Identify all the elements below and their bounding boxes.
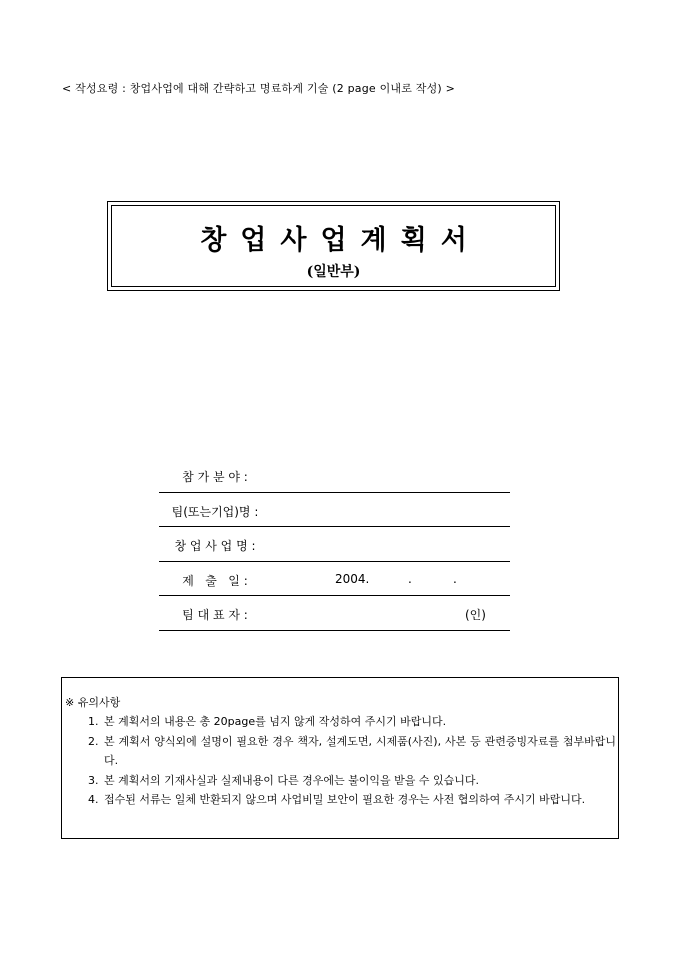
info-row-business <box>159 527 510 562</box>
notice-item-number: 1. <box>88 715 99 728</box>
notice-item-text: 본 계획서의 기재사실과 실제내용이 다른 경우에는 불이익을 받을 수 있습니다. <box>104 773 479 787</box>
notice-item <box>88 712 616 732</box>
notice-item-number: 3. <box>88 773 99 787</box>
representative-seal: (인) <box>465 608 486 622</box>
notice-list <box>88 712 616 810</box>
submission-year[interactable]: 2004. <box>335 571 370 586</box>
writing-guideline: < 작성요령 : 창업사업에 대해 간략하고 명료하게 기술 (2 page 이내로 작성) > <box>62 82 456 95</box>
business-name-label: 창 업 사 업 명 : <box>174 539 256 553</box>
info-row-team <box>159 493 510 528</box>
notice-item-text: 본 계획서의 내용은 총 20page를 넘지 않게 작성하여 주시기 바랍니다. <box>104 715 447 728</box>
document-subtitle: (일반부) <box>306 264 361 280</box>
info-row-field <box>159 458 510 493</box>
notice-item <box>88 732 616 771</box>
submission-date-label: 제 출 일 : <box>182 573 248 588</box>
notice-item <box>88 771 616 791</box>
representative-label: 팀 대 표 자 : <box>182 608 248 622</box>
notice-item-text: 본 계획서 양식외에 설명이 필요한 경우 책자, 설계도면, 시제품(사진), 사본 등 관련증빙자료를 첨부바랍니다. <box>104 734 616 767</box>
notice-title: ※ 유의사항 <box>65 696 121 709</box>
notice-item-number: 4. <box>88 793 99 806</box>
submission-day[interactable]: . <box>453 571 457 586</box>
team-label: 팀(또는기업)명 : <box>171 504 259 519</box>
submission-info-table <box>159 458 510 631</box>
document-title: 창업사업계획서 <box>200 225 481 256</box>
cover-title-inner-border <box>111 205 556 287</box>
notice-item-number: 2. <box>88 734 99 748</box>
submission-month[interactable]: . <box>408 571 412 586</box>
notice-box <box>61 677 619 839</box>
info-row-representative <box>159 596 510 631</box>
notice-item-text: 접수된 서류는 일체 반환되지 않으며 사업비밀 보안이 필요한 경우는 사전 협의하여 주시기 바랍니다. <box>104 793 586 806</box>
cover-title-box <box>107 201 560 291</box>
field-label: 참 가 분 야 : <box>182 470 248 484</box>
info-row-date <box>159 562 510 597</box>
notice-item <box>88 790 616 810</box>
